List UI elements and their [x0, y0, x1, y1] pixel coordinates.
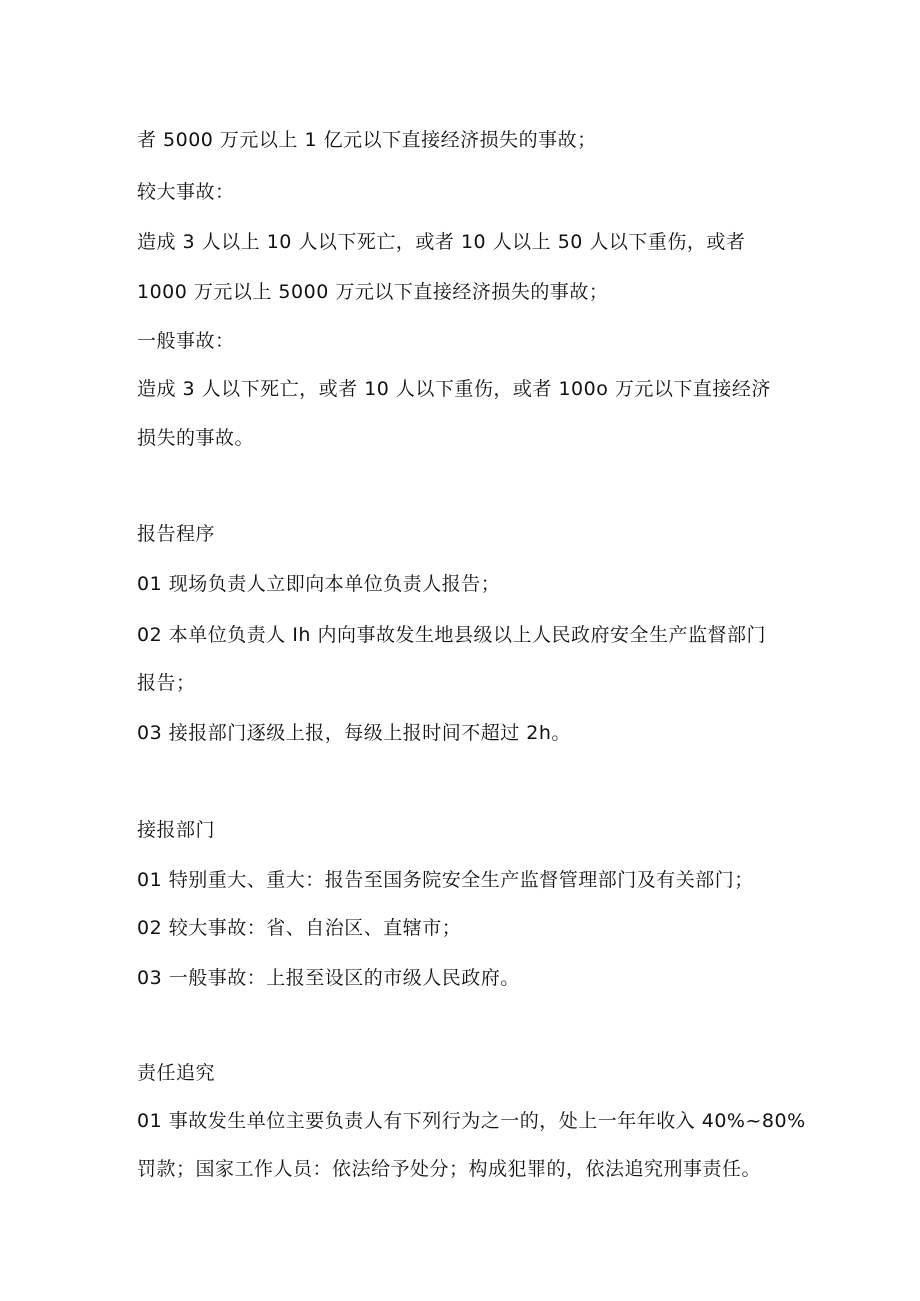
- receiving-dept-item-1: 01 特别重大、重大：报告至国务院安全生产监督管理部门及有关部门；: [137, 869, 754, 891]
- liability-item-1-cont: 罚款；国家工作人员：依法给予处分；构成犯罪的，依法追究刑事责任。: [137, 1158, 762, 1180]
- report-procedure-item-1: 01 现场负责人立即向本单位负责人报告；: [137, 573, 501, 595]
- text-line-loss-threshold: 者 5000 万元以上 1 亿元以下直接经济损失的事故；: [137, 129, 597, 151]
- text-line-general-accident-desc: 造成 3 人以下死亡，或者 10 人以下重伤，或者 100o 万元以下直接经济: [137, 378, 771, 400]
- text-line-general-accident-label: 一般事故：: [137, 330, 235, 352]
- report-procedure-item-3: 03 接报部门逐级上报，每级上报时间不超过 2h。: [137, 722, 571, 744]
- text-line-major-accident-label: 较大事故：: [137, 181, 235, 203]
- section-title-liability: 责任追究: [137, 1062, 216, 1084]
- liability-item-1: 01 事故发生单位主要负责人有下列行为之一的，处上一年年收入 40%~80%: [137, 1110, 806, 1132]
- section-title-receiving-dept: 接报部门: [137, 819, 216, 841]
- text-line-major-accident-desc: 造成 3 人以上 10 人以下死亡，或者 10 人以上 50 人以下重伤，或者: [137, 231, 746, 253]
- section-title-report-procedure: 报告程序: [137, 523, 216, 545]
- receiving-dept-item-3: 03 一般事故：上报至设区的市级人民政府。: [137, 967, 520, 989]
- report-procedure-item-2-cont: 报告；: [137, 672, 196, 694]
- report-procedure-item-2: 02 本单位负责人 Ih 内向事故发生地县级以上人民政府安全生产监督部门: [137, 624, 766, 646]
- text-line-general-accident-end: 损失的事故。: [137, 427, 255, 449]
- text-line-major-accident-loss: 1000 万元以上 5000 万元以下直接经济损失的事故；: [137, 281, 609, 303]
- receiving-dept-item-2: 02 较大事故：省、自治区、直辖市；: [137, 917, 462, 939]
